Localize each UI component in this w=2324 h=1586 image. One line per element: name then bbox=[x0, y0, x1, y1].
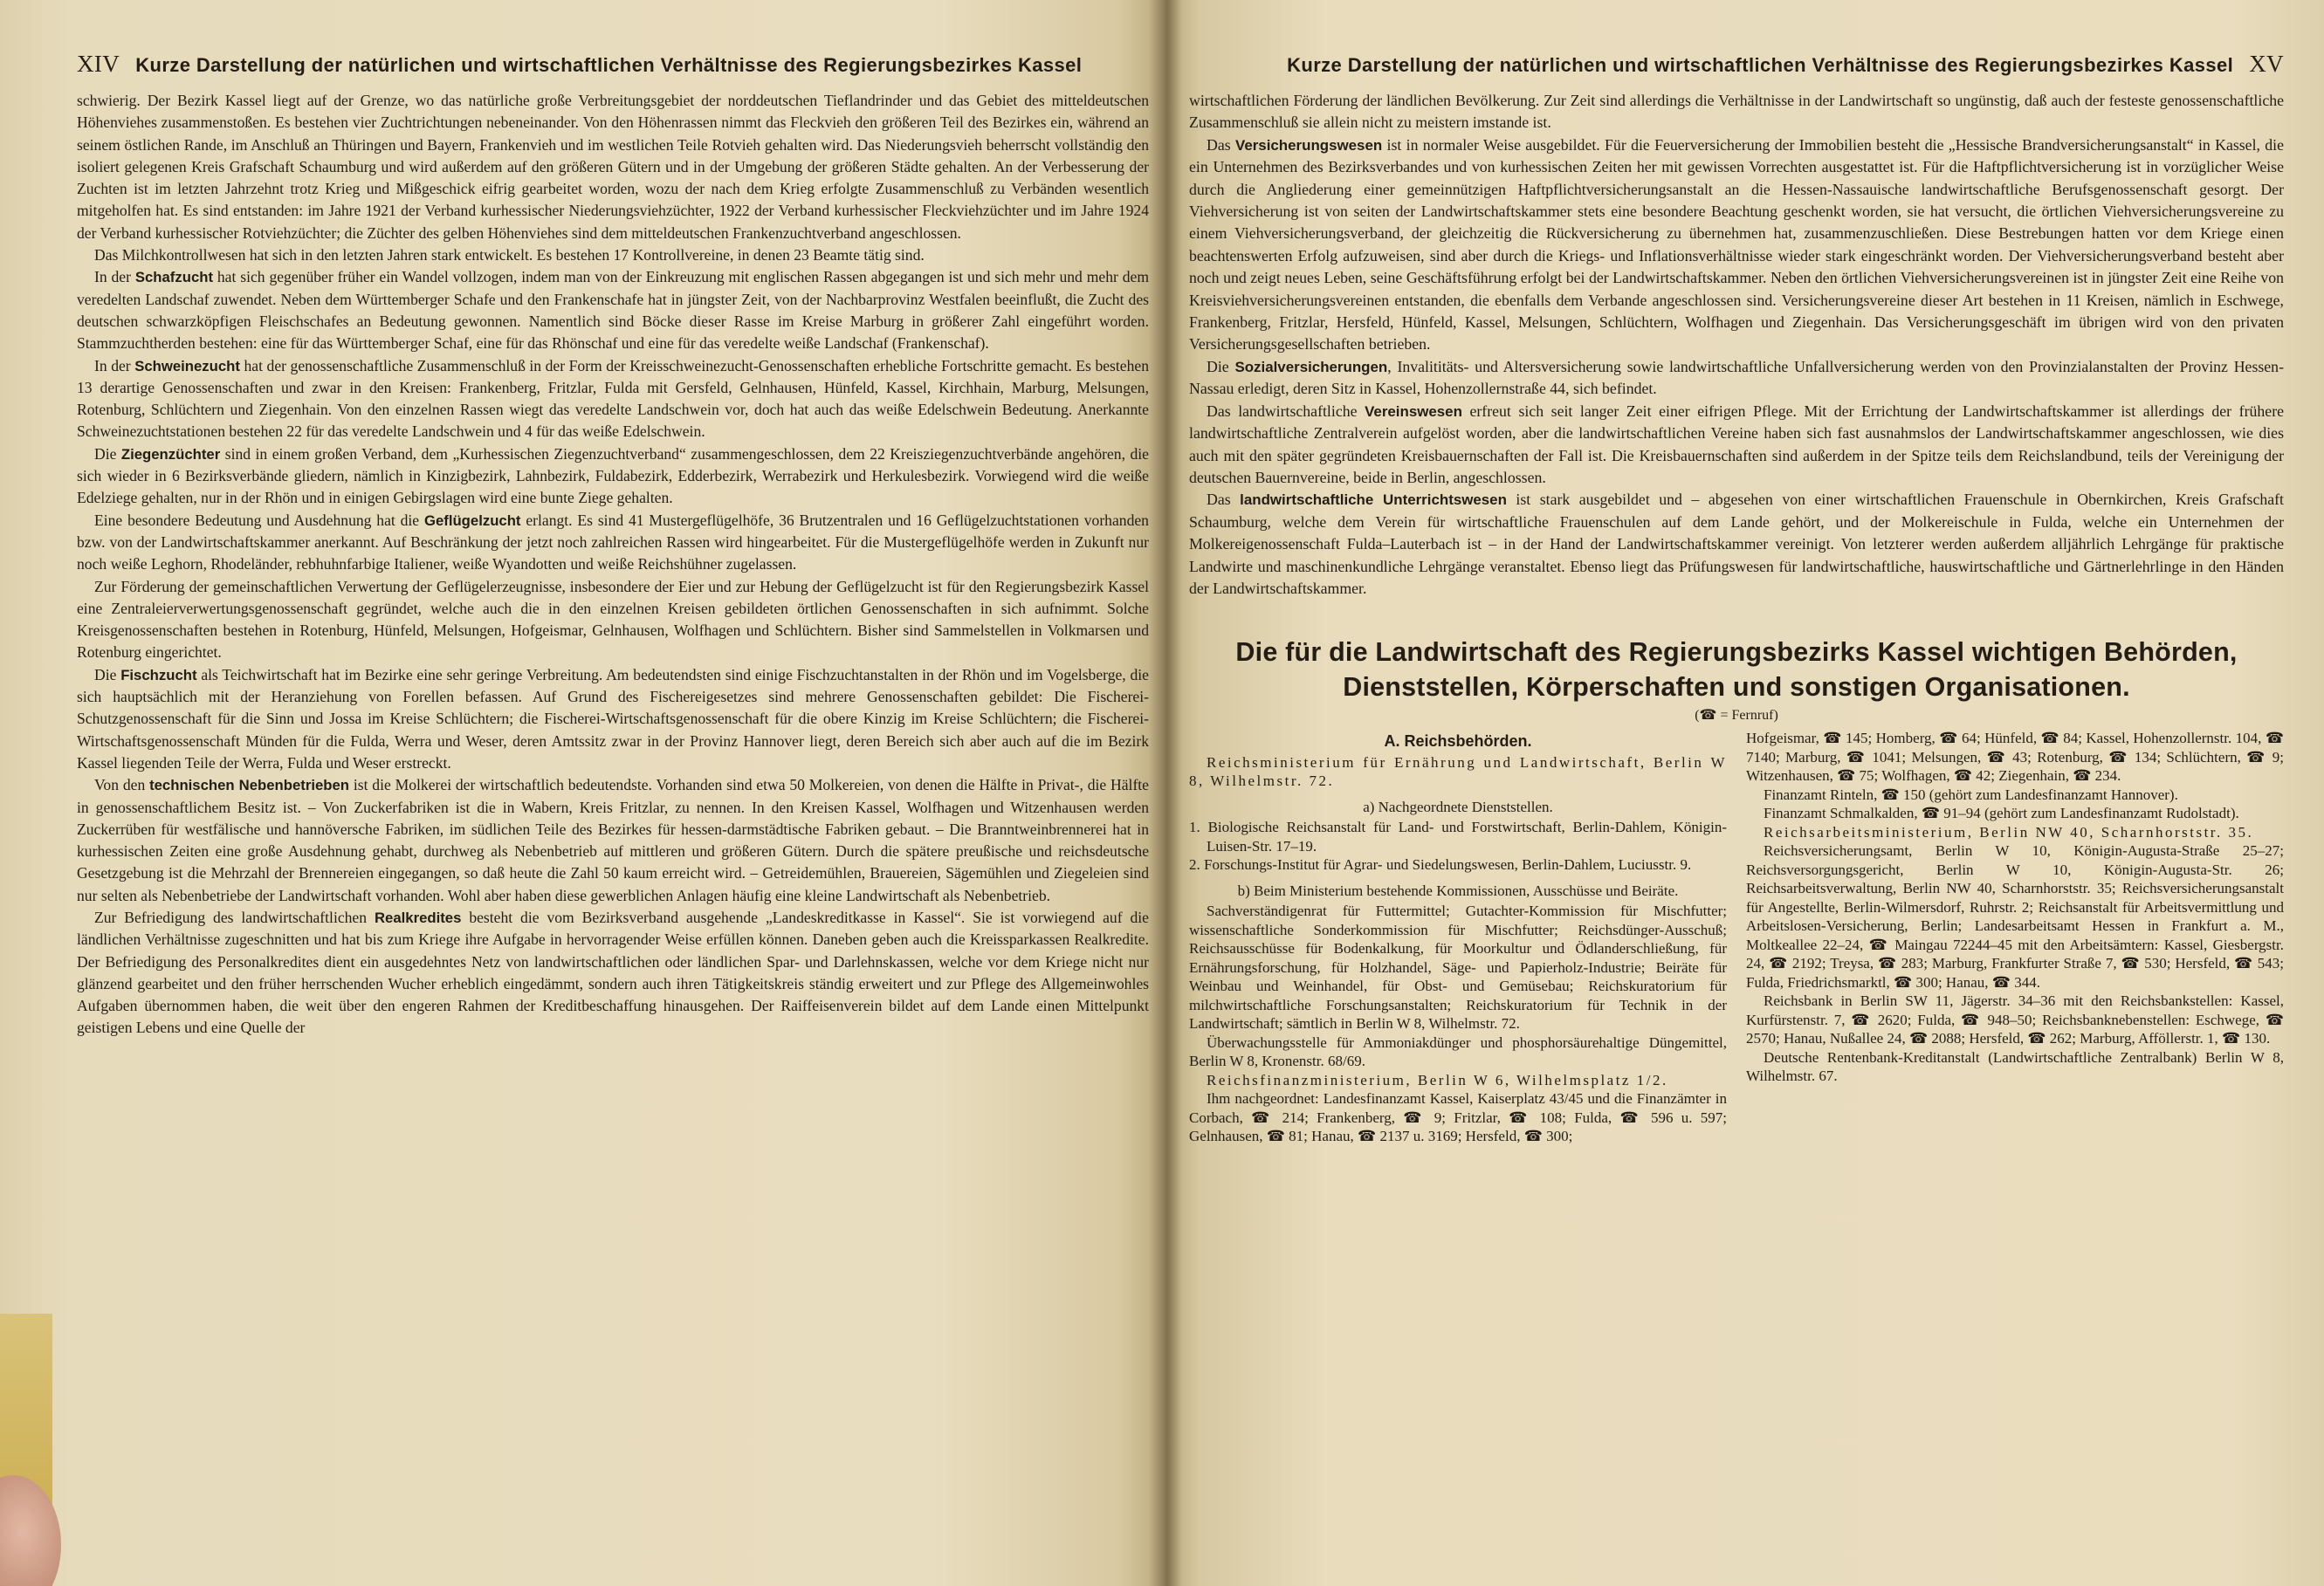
ministry-entry: Reichsministerium für Ernährung und Landwirtschaft, Berlin W 8, Wilhelmstr. 72. bbox=[1189, 753, 1727, 790]
paragraph-text: In der bbox=[94, 356, 135, 374]
paragraph-keyword: Geflügelzucht bbox=[423, 512, 521, 529]
body-paragraph bbox=[77, 266, 1149, 354]
left-running-head-title: Kurze Darstellung der natürlichen und wirtschaftlichen Verhältnisse des Regierungsbezirkes Kassel bbox=[135, 54, 1083, 76]
versicherungsamt-entry: Reichsversicherungsamt, Berlin W 10, Königin-Augusta-Straße 25–27; Reichsversorgungsgericht, Berlin W 10, Königin-Augusta-Str. 26; Reichsarbeitsverwaltung, Berlin NW 40, Scharnhorststr. 35; Reichsversicherungsanstalt für Angestellte, Berlin-Wilmersdorf, Ruhrstr. 2; Reichsanstalt für Arbeitsvermittlung und Arbeitslosen-Versicherung, Berlin; Landesarbeitsamt Hessen in Frankfurt a. M., Moltkeallee 22–24, ☎ Maingau 72244–45 mit den Arbeitsämtern: Kassel, Giesbergstr. 24, ☎ 2192; Treysa, ☎ 283; Marburg, Frankfurter Straße 7, ☎ 530; Hersfeld, ☎ 543; Fulda, Friedrichsmarktl, ☎ 300; Hanau, ☎ 344. bbox=[1746, 842, 2284, 991]
paragraph-text: In der bbox=[94, 268, 135, 286]
body-paragraph bbox=[1189, 356, 2284, 401]
paragraph-text: als Teichwirtschaft hat im Bezirke eine sehr geringe Verbreitung. Am bedeutendsten sind einige Fischzuchtanstalten in der Rhön und im Vogelsberge, die sich hauptsächlich mit der Heranziehung von Forellen befassen. Auf Grund des Fischereigesetzes sind mehrere Genossenschaften gebildet: Die Fischerei-Schutzgenossenschaft für die Sinn und Jossa im Kreise Schlüchtern; die Fischerei-Wirtschaftsgenossenschaft für die obere Kinzig im Kreise Schlüchtern; die Fischerei-Wirtschaftsgenossenschaft Münden für die Fulda, Werra und Weser, deren Amtssitz zwar in der Provinz Hannover liegt, deren Bereich sich aber auch auf die im Bezirk Kassel liegenden Teile der Werra, Fulda und Weser erstreckt. bbox=[77, 665, 1149, 772]
right-running-head bbox=[1189, 51, 2284, 78]
rentenbank-entry: Deutsche Rentenbank-Kreditanstalt (Landwirtschaftliche Zentralbank) Berlin W 8, Wilhelmstr. 67. bbox=[1746, 1048, 2284, 1085]
body-paragraph bbox=[77, 576, 1149, 664]
paragraph-text: erfreut sich seit langer Zeit einer eifrigen Pflege. Mit der Errichtung der Landwirtschaftskammer ist allerdings der frühere landwirtschaftliche Zentralverein aufgelöst worden, aber die landwirtschaftlichen Vereine haben sich fast ausnahmslos der Landwirtschaftskammer angeschlossen, wie dies auch mit den später gegründeten Kreisbauernschaften der Fall ist. Die Kreisbauernschaften sind außerdem in der Spitze teils dem Reichslandbund, teils der Vereinigung der deutschen Bauernvereine, beide in Berlin, angeschlossen. bbox=[1189, 402, 2285, 486]
ueberwachung-entry: Überwachungsstelle für Ammoniakdünger und phosphorsäurehaltige Düngemittel, Berlin W 8, Kronenstr. 68/69. bbox=[1189, 1033, 1727, 1070]
paragraph-text: Die bbox=[94, 444, 121, 463]
directory-columns bbox=[1189, 729, 2284, 1146]
right-running-head-title: Kurze Darstellung der natürlichen und wirtschaftlichen Verhältnisse des Regierungsbezirkes Kassel bbox=[1287, 54, 2234, 76]
left-page-number: XIV bbox=[77, 51, 120, 77]
directory-column-1 bbox=[1189, 729, 1727, 1146]
paragraph-keyword: Ziegenzüchter bbox=[120, 445, 221, 463]
right-page bbox=[1165, 0, 2324, 1586]
paragraph-keyword: Fischzucht bbox=[120, 666, 197, 683]
body-paragraph bbox=[77, 510, 1149, 576]
body-paragraph bbox=[1189, 489, 2284, 600]
paragraph-text: ist in normaler Weise ausgebildet. Für die Feuerversicherung der Immobilien besteht die „Hessische Brandversicherungsanstalt“ in Kassel, die ein Unternehmen des Bezirksverbandes und von kurhessischen Zeiten her mit gewissen Vorrechten ausgestattet ist. Für die Haftpflichtversicherung ist in vorzüglicher Weise durch die Angliederung einer gemeinnützigen Haftpflichtversicherungsanstalt an die Hessen-Nassauische landwirtschaftliche Berufsgenossenschaft gesorgt. Der Viehversicherung ist von seiten der Landwirtschaftskammer stets eine besondere Beachtung geschenkt worden, sie hat versucht, die örtlichen Viehversicherungsvereine zu einem Viehversicherungsverband, der gleichzeitig die Rückversicherung zu übernehmen hat, zusammenzuschließen. Diese Bestrebungen hatten vor dem Kriege einen beachtenswerten Erfolg aufzuweisen, sind aber durch die Kriegs- und Inflationsverhältnisse wieder stark eingeschränkt worden. Der Viehversicherungsverband besteht aber noch und zeigt neues Leben, seine Geschäftsführung erfolgt bei der Landwirtschaftskammer. Neben den örtlichen Viehversicherungsvereinen ist in jüngster Zeit eine Reihe von Kreisviehversicherungsvereinen entstanden, die ebenfalls dem Verbande angeschlossen sind. Versicherungsvereine dieser Art bestehen in 11 Kreisen, nämlich in Eschwege, Frankenberg, Fritzlar, Hersfeld, Hünfeld, Kassel, Melsungen, Schlüchtern, Wolfhagen und Ziegenhain. Das Versicherungsgeschäft im übrigen wird von den privaten Versicherungsgesellschaften betrieben. bbox=[1189, 135, 2284, 354]
paragraph-text: Das bbox=[1207, 491, 1241, 509]
paragraph-keyword: technischen Nebenbetrieben bbox=[149, 777, 350, 794]
left-running-head bbox=[77, 51, 1149, 78]
finanzamt-rinteln: Finanzamt Rinteln, ☎ 150 (gehört zum Landesfinanzamt Hannover). bbox=[1764, 786, 2178, 803]
body-paragraph bbox=[77, 355, 1149, 443]
finanz-entry: Reichsfinanzministerium, Berlin W 6, Wilhelmsplatz 1/2. bbox=[1207, 1071, 1668, 1088]
paragraph-text: Zur Befriedigung des landwirtschaftlichen bbox=[94, 908, 375, 926]
fernruf-legend: (☎ = Fernruf) bbox=[1695, 708, 1778, 724]
body-paragraph bbox=[77, 907, 1149, 1040]
paragraph-text: Das landwirtschaftliche bbox=[1207, 402, 1365, 420]
paragraph-text: wirtschaftlichen Förderung der ländlichen Bevölkerung. Zur Zeit sind allerdings die Verhältnisse in der Landwirtschaft so ungünstig, daß auch der festeste genossenschaftliche Zusammenschluß sie allein nicht zu meistern imstande ist. bbox=[1189, 92, 2284, 132]
finanz-sub-entry: Ihm nachgeordnet: Landesfinanzamt Kassel, Kaiserplatz 43/45 und die Finanzämter in Corbach, ☎ 214; Frankenberg, ☎ 9; Fritzlar, ☎ 108; Fulda, ☎ 596 u. 597; Gelnhausen, ☎ 81; Hanau, ☎ 2137 u. 3169; Hersfeld, ☎ 300; bbox=[1189, 1090, 1727, 1145]
reichsbank-entry: Reichsbank in Berlin SW 11, Jägerstr. 34–36 mit den Reichsbankstellen: Kassel, Kurfürstenstr. 7, ☎ 2620; Fulda, ☎ 948–50; Reichsbanknebenstellen: Eschwege, ☎ 2570; Hanau, Nußallee 24, ☎ 2088; Hersfeld, ☎ 262; Marburg, Afföllerstr. 1, ☎ 130. bbox=[1746, 992, 2284, 1047]
sub-a-item: 2. Forschungs-Institut für Agrar- und Siedelungswesen, Berlin-Dahlem, Luciusstr. 9. bbox=[1189, 856, 1692, 874]
sub-b-heading: b) Beim Ministerium bestehende Kommissionen, Ausschüsse und Beiräte. bbox=[1237, 882, 1679, 899]
directory-column-2 bbox=[1746, 729, 2284, 1146]
sub-a-heading: a) Nachgeordnete Dienststellen. bbox=[1363, 798, 1553, 815]
paragraph-text: Eine besondere Bedeutung und Ausdehnung hat die bbox=[94, 511, 424, 529]
paragraph-text: hat der genossenschaftliche Zusammenschluß in der Form der Kreisschweinezucht-Genossenschaften erhebliche Fortschritte gemacht. Es bestehen 13 derartige Genossenschaften und zwar in den Kreisen: Frankenberg, Fritzlar, Fulda mit Gersfeld, Gelnhausen, Hünfeld, Kassel, Kirchhain, Marburg, Melsungen, Rotenburg, Schlüchtern und Ziegenhain. Von den einzelnen Rassen wiegt das veredelte Landschwein vor, doch hat auch das weiße Edelschwein Bedeutung. Anerkannte Schweinezuchtstationen bestehen 22 für das veredelte Landschwein und 4 für das weiße Edelschwein. bbox=[77, 356, 1149, 441]
body-paragraph bbox=[77, 774, 1149, 907]
paragraph-keyword: landwirtschaftliche Unterrichtswesen bbox=[1240, 491, 1507, 509]
paragraph-text: Zur Förderung der gemeinschaftlichen Verwertung der Geflügelerzeugnisse, insbesondere der Eier und zur Hebung der Geflügelzucht ist für den Regierungsbezirk Kassel eine Zentraleierverwertungsgenossenschaft gegründet, welche auch die in den einzelnen Kreisen gebildeten örtlichen Genossenschaften in sich aufnimmt. Solche Kreisgenossenschaften bestehen in Rotenburg, Hünfeld, Melsungen, Hofgeismar, Gelnhausen, Wolfhagen und Schlüchtern. Bisher sind Sammelstellen in Volkmarsen und Rotenburg eingerichtet. bbox=[77, 577, 1149, 662]
paragraph-text: erlangt. Es sind 41 Mustergeflügelhöfe, 36 Brutzentralen und 16 Geflügelzuchtstationen vorhanden bzw. von der Landwirtschaftskammer anerkannt. Auf Beschränkung der jetzt noch zahlreichen Rassen wird hingearbeitet. Für die Mustergeflügelhöfe werden in Zukunft nur noch weiße Leghorn, Rhodeländer, rebhuhnfarbige Italiener, weiße Wyandotten und weiße Reichshühner zugelassen. bbox=[77, 511, 1149, 573]
reichsbehoerden-heading: A. Reichsbehörden. bbox=[1384, 732, 1532, 751]
paragraph-text: Von den bbox=[94, 776, 150, 794]
paragraph-text: ist stark ausgebildet und – abgesehen von einer wirtschaftlichen Frauenschule in Obernkirchen, Kreis Grafschaft Schaumburg, welche dem Verein für wirtschaftliche Frauenschulen auf dem Lande gehört, und der Molkereischule in Fulda, welche ein Unternehmen der Molkereigenossenschaft Fulda–Lauterbach ist – in der Hand der Landwirtschaftskammer vereinigt. Von letzterer werden außerdem alljährlich Lehrgänge für praktische Landwirte und maschinenkundliche Lehrgänge veranstaltet. Ebenso liegt das Prüfungswesen für landwirtschaftliche, hauswirtschaftliche und Gärtnerlehrlinge in den Händen der Landwirtschaftskammer. bbox=[1189, 491, 2284, 597]
paragraph-keyword: Vereinswesen bbox=[1365, 402, 1462, 420]
right-page-number: XV bbox=[2249, 51, 2284, 77]
paragraph-text: Die bbox=[94, 665, 121, 683]
finanzamt-schmalkalden: Finanzamt Schmalkalden, ☎ 91–94 (gehört zum Landesfinanzamt Rudolstadt). bbox=[1764, 805, 2239, 822]
body-paragraph bbox=[77, 664, 1149, 774]
body-paragraph bbox=[77, 244, 1149, 266]
paragraph-text: ist die Molkerei der wirtschaftlich bedeutendste. Vorhanden sind etwa 50 Molkereien, von denen die Hälfte in Privat-, die Hälfte in genossenschaftlichem Besitz ist. – Von Zuckerfabriken ist die in Wabern, Kreis Fritzlar, zu nennen. In den Kreisen Kassel, Wolfhagen und Witzenhausen werden Zuckerrüben für westfälische und hannöversche Fabriken, im südlichen Teile des Bezirkes für hessen-darmstädtische Fabriken gebaut. – Die Branntweinbrennerei hat in kurhessischen Zeiten eine große Ausdehnung gehabt, durchweg als Nebenbetrieb auf mittleren und größeren Gütern. Durch die spätere preußische und reichsdeutsche Gesetzgebung ist die Mehrzahl der Brennereien eingegangen, so daß heute die Zahl 50 kaum erreicht wird. – Getreidemühlen, Brauereien, Sägemühlen und Ziegeleien sind nur selten als Nebenbetriebe der Landwirtschaft vorhanden. Wohl aber haben diese gewerblichen Anlagen häufig eine kleine Landwirtschaft als Nebenbetrieb. bbox=[77, 776, 1149, 904]
body-paragraph bbox=[77, 90, 1149, 244]
paragraph-text: Die bbox=[1207, 357, 1235, 375]
section-title-line-2: Dienststellen, Körperschaften und sonstigen Organisationen. bbox=[1343, 672, 2130, 703]
paragraph-text: hat sich gegenüber früher ein Wandel vollzogen, indem man von der Einkreuzung mit englischen Rassen abgegangen ist und sich mehr und mehr dem veredelten Landschaf zuwendet. Neben dem Württemberger Schafe und den Frankenschafe hat in jüngster Zeit, von der Nachbarprovinz Westfalen beeinflußt, die Zucht des deutschen schwarzköpfigen Fleischschafes an Bedeutung gewonnen. Namentlich sind Böcke dieser Rasse im Kreise Marburg in größerer Zahl eingeführt worden. Stammzuchtherden bestehen: eine für das Württemberger Schaf, eine für das Rhönschaf und eine für das veredelte weiße Landschaf (Frankenschaf). bbox=[77, 268, 1150, 353]
body-paragraph bbox=[1189, 90, 2284, 134]
paragraph-text: , Invalititäts- und Altersversicherung sowie landwirtschaftliche Unfallversicherung werden von den Provinzialanstalten der Provinz Hessen-Nassau erledigt, deren Sitz in Kassel, Hohenzollernstraße 44, sich befindet. bbox=[1189, 357, 2284, 398]
paragraph-keyword: Schweinezucht bbox=[134, 357, 240, 374]
body-paragraph bbox=[77, 443, 1149, 510]
paragraph-keyword: Sozialversicherungen bbox=[1234, 358, 1388, 375]
paragraph-text: besteht die vom Bezirksverband ausgehende „Landeskreditkasse in Kassel“. Sie ist vorwiegend auf die ländlichen Verhältnisse zugeschnitten und hat bis zum Kriege ihre Aufgabe in hervorragender Weise erfüllen können. Daneben geben auch die Kreissparkassen Realkredite. Der Befriedigung des Personalkredites dient ein ausgedehntes Netz von landwirtschaftlichen oder ländlichen Spar- und Darlehnskassen, welche vor dem Kriege nicht nur glänzend gearbeitet und den früher herrschenden Wucher erheblich eingedämmt, sondern auch ihren Tätigkeitskreis ständig erweitert und zur Pflege des Allgemeinwohles Aufgaben übernommen haben, die weit über den engeren Rahmen der Kreditbeschaffung hinausgehen. Der Raiffeisenverein bildet auf dem Lande einen Mittelpunkt geistigen Lebens und eine Quelle der bbox=[77, 908, 1149, 1037]
section-title-line-1: Die für die Landwirtschaft des Regierungsbezirks Kassel wichtigen Behörden, bbox=[1235, 637, 2238, 668]
finanzamt-continuation: Hofgeismar, ☎ 145; Homberg, ☎ 64; Hünfeld, ☎ 84; Kassel, Hohenzollernstr. 104, ☎ 7140; Marburg, ☎ 1041; Melsungen, ☎ 43; Rotenburg, ☎ 134; Schlüchtern, ☎ 9; Witzenhausen, ☎ 75; Wolfhagen, ☎ 42; Ziegenhain, ☎ 234. bbox=[1746, 730, 2284, 785]
paragraph-text: Das bbox=[1207, 135, 1235, 154]
paragraph-text: sind in einem großen Verband, dem „Kurhessischen Ziegenzuchtverband“ zusammengeschlossen, dem 22 Kreisziegenzuchtverbände angehören, die sich wieder in 6 Bezirksverbände gliedern, nämlich in Kinzigbezirk, Lahnbezirk, Fuldabezirk, Edderbezirk, Werrabezirk und Herkulesbezirk. Vorwiegend wird die weiße Edelziege gehalten, nur in der Rhön und in einigen Gebirgslagen wird eine bunte Ziege gehalten. bbox=[77, 444, 1149, 507]
arbeitsministerium-entry: Reichsarbeitsministerium, Berlin NW 40, Scharnhorststr. 35. bbox=[1764, 823, 2254, 841]
sub-b-text: Sachverständigenrat für Futtermittel; Gutachter-Kommission für Mischfutter; wissenschaftliche Sonderkommission für Mischfutter; Reichsdünger-Ausschuß; Reichsausschüsse für Bodenkalkung, für Moorkultur und Ödlanderschließung, für Ernährungsforschung, für Holzhandel, Säge- und Papierholz-Industrie; Beiräte für Weinbau und Weinhandel, für Obst- und Gemüsebau; Reichskuratorium für milchwirtschaftliche Forschungsanstalten; Reichskuratorium für Technik in der Landwirtschaft; sämtlich in Berlin W 8, Wilhelmstr. 72. bbox=[1189, 903, 1727, 1033]
paragraph-keyword: Realkredites bbox=[374, 909, 462, 926]
right-body-text bbox=[1189, 90, 2284, 600]
body-paragraph bbox=[1189, 401, 2284, 490]
left-body-text bbox=[77, 90, 1149, 1040]
sub-a-item: 1. Biologische Reichsanstalt für Land- und Forstwirtschaft, Berlin-Dahlem, Königin-Luisen-Str. 17–19. bbox=[1189, 819, 1727, 855]
paragraph-keyword: Schafzucht bbox=[134, 269, 214, 286]
paragraph-text: Das Milchkontrollwesen hat sich in den letzten Jahren stark entwickelt. Es bestehen 17 Kontrollvereine, in denen 23 Beamte tätig sind. bbox=[94, 246, 925, 264]
section-title bbox=[1189, 635, 2284, 704]
body-paragraph bbox=[1189, 134, 2284, 356]
paragraph-text: schwierig. Der Bezirk Kassel liegt auf der Grenze, wo das natürliche große Verbreitungsgebiet der norddeutschen Tieflandrinder und das Gebiet des mitteldeutschen Höhenviehes zusammenstoßen. Es bestehen vier Zuchtrichtungen nebeneinander. Von den Höhenrassen nimmt das Fleckvieh den größeren Teil des Bezirkes ein, während an seinem östlichen Rande, im Anschluß an Thüringen und Bayern, Frankenvieh und im westlichen Teile Rotvieh gehalten wird. Das Niederungsvieh beherrscht vollständig den isoliert gelegenen Kreis Grafschaft Schaumburg und wird außerdem auf den größeren Gütern und in der Umgebung der größeren Städte gehalten. An der Verbesserung der Zuchten ist im letzten Jahrzehnt trotz Krieg und Mißgeschick eifrig gearbeitet worden, wozu der nach dem Krieg erfolgte Zusammenschluß zu Verbänden wesentlich mitgeholfen hat. Es sind entstanden: im Jahre 1921 der Verband kurhessischer Niederungsviehzüchter, 1922 der Verband kurhessischer Fleckviehzüchter und im Jahre 1924 der Verband kurhessischer Rotviehzüchter; die Züchter des gelben Höhenviehes sind dem mitteldeutschen Frankenzuchtverband angeschlossen. bbox=[77, 92, 1149, 242]
paragraph-keyword: Versicherungswesen bbox=[1234, 136, 1383, 154]
